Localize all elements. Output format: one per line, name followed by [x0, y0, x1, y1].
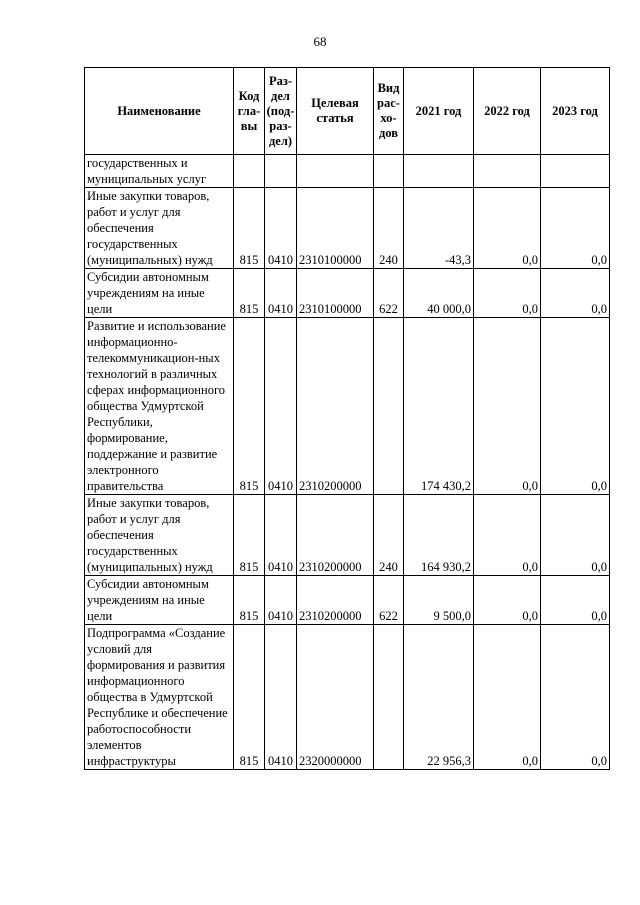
budget-table	[84, 67, 610, 770]
row-type: 622	[374, 269, 404, 318]
row-2022: 0,0	[474, 318, 541, 495]
table-row	[85, 155, 610, 188]
row-target: 2310100000	[297, 269, 374, 318]
row-2022: 0,0	[474, 576, 541, 625]
row-section	[265, 155, 297, 188]
header-2021: 2021 год	[404, 68, 474, 155]
row-2023: 0,0	[541, 495, 610, 576]
row-section: 0410	[265, 269, 297, 318]
row-name: Иные закупки товаров, работ и услуг для обеспечения государственных (муниципальных) нужд	[85, 495, 234, 576]
row-target: 2320000000	[297, 625, 374, 770]
row-2021: 174 430,2	[404, 318, 474, 495]
row-2021: 40 000,0	[404, 269, 474, 318]
row-target: 2310200000	[297, 495, 374, 576]
row-2022	[474, 155, 541, 188]
header-section: Раз- дел (под- раз- дел)	[265, 68, 297, 155]
table-row	[85, 625, 610, 770]
header-name: Наименование	[85, 68, 234, 155]
row-section: 0410	[265, 576, 297, 625]
header-2023: 2023 год	[541, 68, 610, 155]
row-target: 2310100000	[297, 188, 374, 269]
row-type: 240	[374, 495, 404, 576]
row-chapter: 815	[234, 495, 265, 576]
row-2022: 0,0	[474, 625, 541, 770]
row-section: 0410	[265, 625, 297, 770]
row-type	[374, 318, 404, 495]
row-section: 0410	[265, 188, 297, 269]
page-number: 68	[313, 34, 327, 49]
row-2021: 164 930,2	[404, 495, 474, 576]
row-2022: 0,0	[474, 269, 541, 318]
row-type	[374, 155, 404, 188]
row-name: Иные закупки товаров, работ и услуг для обеспечения государственных (муниципальных) нужд	[85, 188, 234, 269]
row-target: 2310200000	[297, 318, 374, 495]
row-name: Подпрограмма «Создание условий для формирования и развития информационного общества в Удмуртской Республике и обеспечение работоспособности элементов инфраструктуры	[85, 625, 234, 770]
row-target	[297, 155, 374, 188]
table-row	[85, 269, 610, 318]
row-2023: 0,0	[541, 269, 610, 318]
row-2022: 0,0	[474, 495, 541, 576]
row-2022: 0,0	[474, 188, 541, 269]
row-2021: 22 956,3	[404, 625, 474, 770]
row-2023	[541, 155, 610, 188]
header-target-article: Целевая статья	[297, 68, 374, 155]
row-section: 0410	[265, 318, 297, 495]
row-2021: -43,3	[404, 188, 474, 269]
row-2023: 0,0	[541, 625, 610, 770]
table-row	[85, 495, 610, 576]
row-name: Субсидии автономным учреждениям на иные цели	[85, 576, 234, 625]
row-chapter: 815	[234, 269, 265, 318]
row-chapter: 815	[234, 576, 265, 625]
table-row	[85, 188, 610, 269]
row-chapter: 815	[234, 188, 265, 269]
row-chapter: 815	[234, 625, 265, 770]
header-2022: 2022 год	[474, 68, 541, 155]
table-row	[85, 318, 610, 495]
header-expense-type: Вид рас- хо- дов	[374, 68, 404, 155]
row-type: 240	[374, 188, 404, 269]
row-type: 622	[374, 576, 404, 625]
row-section: 0410	[265, 495, 297, 576]
row-2021: 9 500,0	[404, 576, 474, 625]
row-type	[374, 625, 404, 770]
header-chapter-code: Код гла- вы	[234, 68, 265, 155]
row-name: Субсидии автономным учреждениям на иные цели	[85, 269, 234, 318]
row-name: государственных и муниципальных услуг	[85, 155, 234, 188]
table-row	[85, 576, 610, 625]
table-header-row	[85, 68, 610, 155]
row-name: Развитие и использование информационно-телекоммуникацион-ных технологий в различных сферах информационного общества Удмуртской Республики, формирование, поддержание и развитие электронного правительства	[85, 318, 234, 495]
row-target: 2310200000	[297, 576, 374, 625]
row-2021	[404, 155, 474, 188]
row-2023: 0,0	[541, 318, 610, 495]
row-2023: 0,0	[541, 576, 610, 625]
row-chapter: 815	[234, 318, 265, 495]
row-chapter	[234, 155, 265, 188]
row-2023: 0,0	[541, 188, 610, 269]
